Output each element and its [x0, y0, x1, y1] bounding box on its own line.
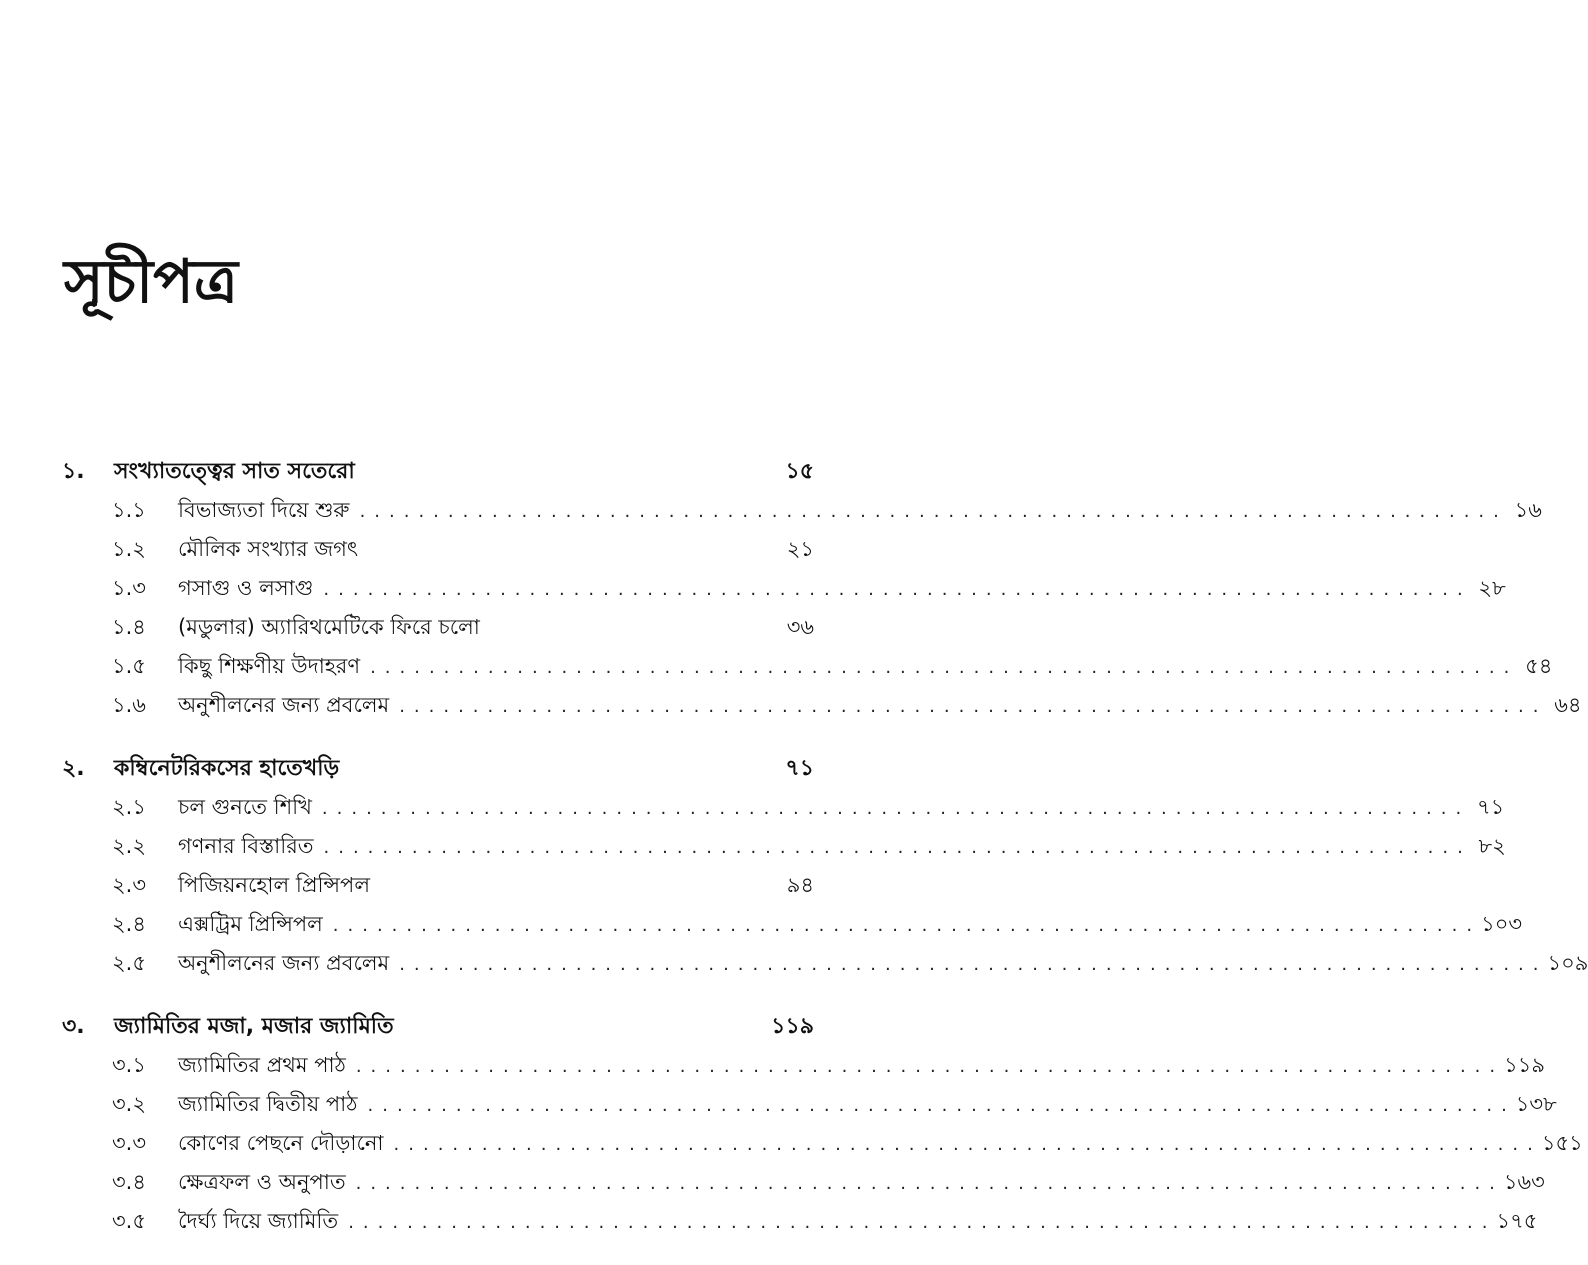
section-page-number: ১৩৮ [1516, 1085, 1557, 1124]
section-entry [62, 530, 814, 569]
chapter-title: জ্যামিতির মজা, মজার জ্যামিতি [114, 1007, 394, 1046]
section-title: এক্সট্রিম প্রিন্সিপল [178, 905, 323, 944]
section-title: অনুশীলনের জন্য প্রবলেম [178, 686, 389, 725]
section-number: ৩.৩ [112, 1124, 178, 1163]
section-title: দৈর্ঘ্য দিয়ে জ্যামিতি [178, 1202, 338, 1241]
dot-leader: .............................................................................. [399, 945, 1547, 984]
dot-leader: .............................................................................. [360, 492, 1508, 531]
section-title: অনুশীলনের জন্য প্রবলেম [178, 944, 389, 983]
section-entry [62, 491, 814, 530]
section-entry [62, 944, 814, 983]
section-entry [62, 1202, 814, 1241]
section-number: ১.৩ [112, 569, 178, 608]
dot-leader: .............................................................................. [368, 1086, 1516, 1125]
section-number: ২.৪ [112, 905, 178, 944]
section-page-number: ১১৯ [1504, 1046, 1545, 1085]
section-title: (মডুলার) অ্যারিথমেটিকে ফিরে চলো [178, 608, 480, 647]
chapter-2 [62, 749, 814, 983]
section-page-number: ১৬ [1508, 491, 1542, 530]
section-page-number: ১৬৩ [1504, 1163, 1545, 1202]
section-number: ২.২ [112, 827, 178, 866]
section-page-number: ৯৪ [780, 866, 814, 905]
section-page-number: ৬৪ [1548, 686, 1582, 725]
chapter-heading [62, 1007, 814, 1046]
chapter-number: ২. [62, 749, 114, 788]
chapter-number: ৩. [62, 1007, 114, 1046]
section-page-number: ১৫১ [1542, 1124, 1583, 1163]
section-number: ১.৫ [112, 647, 178, 686]
section-number: ৩.২ [112, 1085, 178, 1124]
dot-leader: .............................................................................. [356, 1164, 1504, 1203]
dot-leader: .............................................................................. [356, 1047, 1504, 1086]
dot-leader: .............................................................................. [323, 570, 1471, 609]
section-number: ২.৩ [112, 866, 178, 905]
chapter-number: ১. [62, 452, 114, 491]
section-number: ৩.১ [112, 1046, 178, 1085]
chapter-heading [62, 452, 814, 491]
chapter-page-number: ৭১ [780, 749, 814, 788]
section-page-number: ৮২ [1472, 827, 1506, 866]
dot-leader: .............................................................................. [399, 687, 1547, 726]
section-number: ২.১ [112, 788, 178, 827]
section-number: ২.৫ [112, 944, 178, 983]
chapter-heading [62, 749, 814, 788]
section-title: চল গুনতে শিখি [178, 788, 312, 827]
section-entry [62, 827, 814, 866]
section-page-number: ২১ [780, 530, 814, 569]
section-number: ৩.৪ [112, 1163, 178, 1202]
chapter-page-number: ১১৯ [771, 1007, 814, 1046]
section-page-number: ৩৬ [780, 608, 814, 647]
chapter-3 [62, 1007, 814, 1241]
chapter-title: সংখ্যাতত্ত্বের সাত সতেরো [114, 452, 355, 491]
dot-leader: .............................................................................. [394, 1125, 1542, 1164]
section-entry [62, 569, 814, 608]
section-page-number: ১০৩ [1481, 905, 1522, 944]
page-title: সূচীপত্র [64, 252, 238, 312]
section-title: গণনার বিস্তারিত [178, 827, 314, 866]
section-page-number: ২৮ [1472, 569, 1506, 608]
section-page-number: ১০৯ [1548, 944, 1588, 983]
dot-leader: .............................................................................. [370, 648, 1518, 687]
section-entry [62, 1085, 814, 1124]
section-entry [62, 686, 814, 725]
section-entry [62, 608, 814, 647]
dot-leader: .............................................................................. [348, 1203, 1496, 1242]
table-of-contents [62, 452, 814, 1265]
dot-leader: .............................................................................. [333, 906, 1481, 945]
section-entry [62, 647, 814, 686]
section-title: জ্যামিতির দ্বিতীয় পাঠ [178, 1085, 358, 1124]
section-number: ১.১ [112, 491, 178, 530]
section-entry [62, 1124, 814, 1163]
section-title: গসাগু ও লসাগু [178, 569, 313, 608]
section-title: কিছু শিক্ষণীয় উদাহরণ [178, 647, 360, 686]
dot-leader: .............................................................................. [324, 828, 1472, 867]
section-page-number: ৫৪ [1518, 647, 1552, 686]
section-entry [62, 866, 814, 905]
section-title: জ্যামিতির প্রথম পাঠ [178, 1046, 346, 1085]
section-entry [62, 788, 814, 827]
section-title: মৌলিক সংখ্যার জগৎ [178, 530, 358, 569]
section-entry [62, 1046, 814, 1085]
section-title: পিজিয়নহোল প্রিন্সিপল [178, 866, 370, 905]
section-number: ৩.৫ [112, 1202, 178, 1241]
section-title: বিভাজ্যতা দিয়ে শুরু [178, 491, 350, 530]
chapter-1 [62, 452, 814, 725]
chapter-title: কম্বিনেটরিকসের হাতেখড়ি [114, 749, 339, 788]
dot-leader: .............................................................................. [322, 789, 1470, 828]
section-page-number: ১৭৫ [1496, 1202, 1537, 1241]
section-title: কোণের পেছনে দৌড়ানো [178, 1124, 384, 1163]
section-number: ১.২ [112, 530, 178, 569]
section-page-number: ৭১ [1470, 788, 1504, 827]
section-number: ১.৪ [112, 608, 178, 647]
section-number: ১.৬ [112, 686, 178, 725]
section-entry [62, 1163, 814, 1202]
section-entry [62, 905, 814, 944]
chapter-page-number: ১৫ [780, 452, 814, 491]
section-title: ক্ষেত্রফল ও অনুপাত [178, 1163, 346, 1202]
